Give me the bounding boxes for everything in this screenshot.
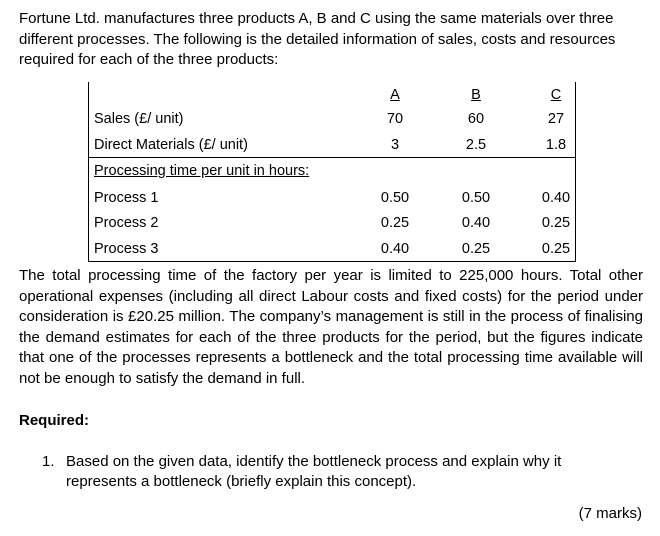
row-label: Process 3	[94, 241, 159, 257]
table-row-processing-heading	[89, 158, 575, 184]
table-row-process-2	[89, 210, 575, 236]
header-b: B	[471, 87, 481, 103]
row-label: Processing time per unit in hours:	[94, 163, 310, 179]
row-label: Process 2	[94, 215, 159, 231]
required-heading: Required:	[19, 412, 90, 429]
header-c: C	[550, 87, 562, 103]
intro-paragraph: Fortune Ltd. manufactures three products A, B and C using the same materials over three different processes. The following is the detailed information of sales, costs and resources required for each of the three products:	[19, 10, 616, 68]
cell-c: 0.25	[541, 215, 571, 231]
marks-label: (7 marks)	[578, 505, 642, 522]
cell-b: 0.50	[461, 190, 491, 206]
cell-c: 27	[547, 111, 565, 127]
cell-b: 2.5	[465, 137, 487, 153]
cell-b: 60	[467, 111, 485, 127]
question-text: Based on the given data, identify the bottleneck process and explain why it represents a bottleneck (briefly explain this concept).	[66, 453, 562, 490]
cell-a: 3	[390, 137, 400, 153]
cell-a: 70	[386, 111, 404, 127]
row-label: Sales (£/ unit)	[94, 111, 184, 127]
cell-a: 0.50	[380, 190, 410, 206]
cell-c: 0.40	[541, 190, 571, 206]
cell-c: 0.25	[541, 241, 571, 257]
table-row-sales	[89, 106, 575, 132]
cell-b: 0.40	[461, 215, 491, 231]
cell-b: 0.25	[461, 241, 491, 257]
cell-c: 1.8	[545, 137, 567, 153]
table-row-process-1	[89, 185, 575, 211]
row-label: Direct Materials (£/ unit)	[94, 137, 248, 153]
product-data-table	[88, 82, 576, 262]
question-number: 1.	[42, 453, 55, 470]
header-a: A	[390, 87, 400, 103]
table-row-process-3	[89, 236, 575, 262]
table-row-materials	[89, 132, 575, 158]
table-header-row	[89, 82, 575, 108]
cell-a: 0.40	[380, 241, 410, 257]
body-paragraph: The total processing time of the factory per year is limited to 225,000 hours. Total other operational expenses (including all direct Labour costs and fixed costs) for the period under consideration is £20.25 million. The company’s management is still in the process of finalising the demand estimates for each of the three products for the period, but the figures indicate that one of the processes represents a bottleneck and the total processing time available will not be enough to satisfy the demand in full.	[19, 267, 643, 387]
row-label: Process 1	[94, 190, 159, 206]
cell-a: 0.25	[380, 215, 410, 231]
